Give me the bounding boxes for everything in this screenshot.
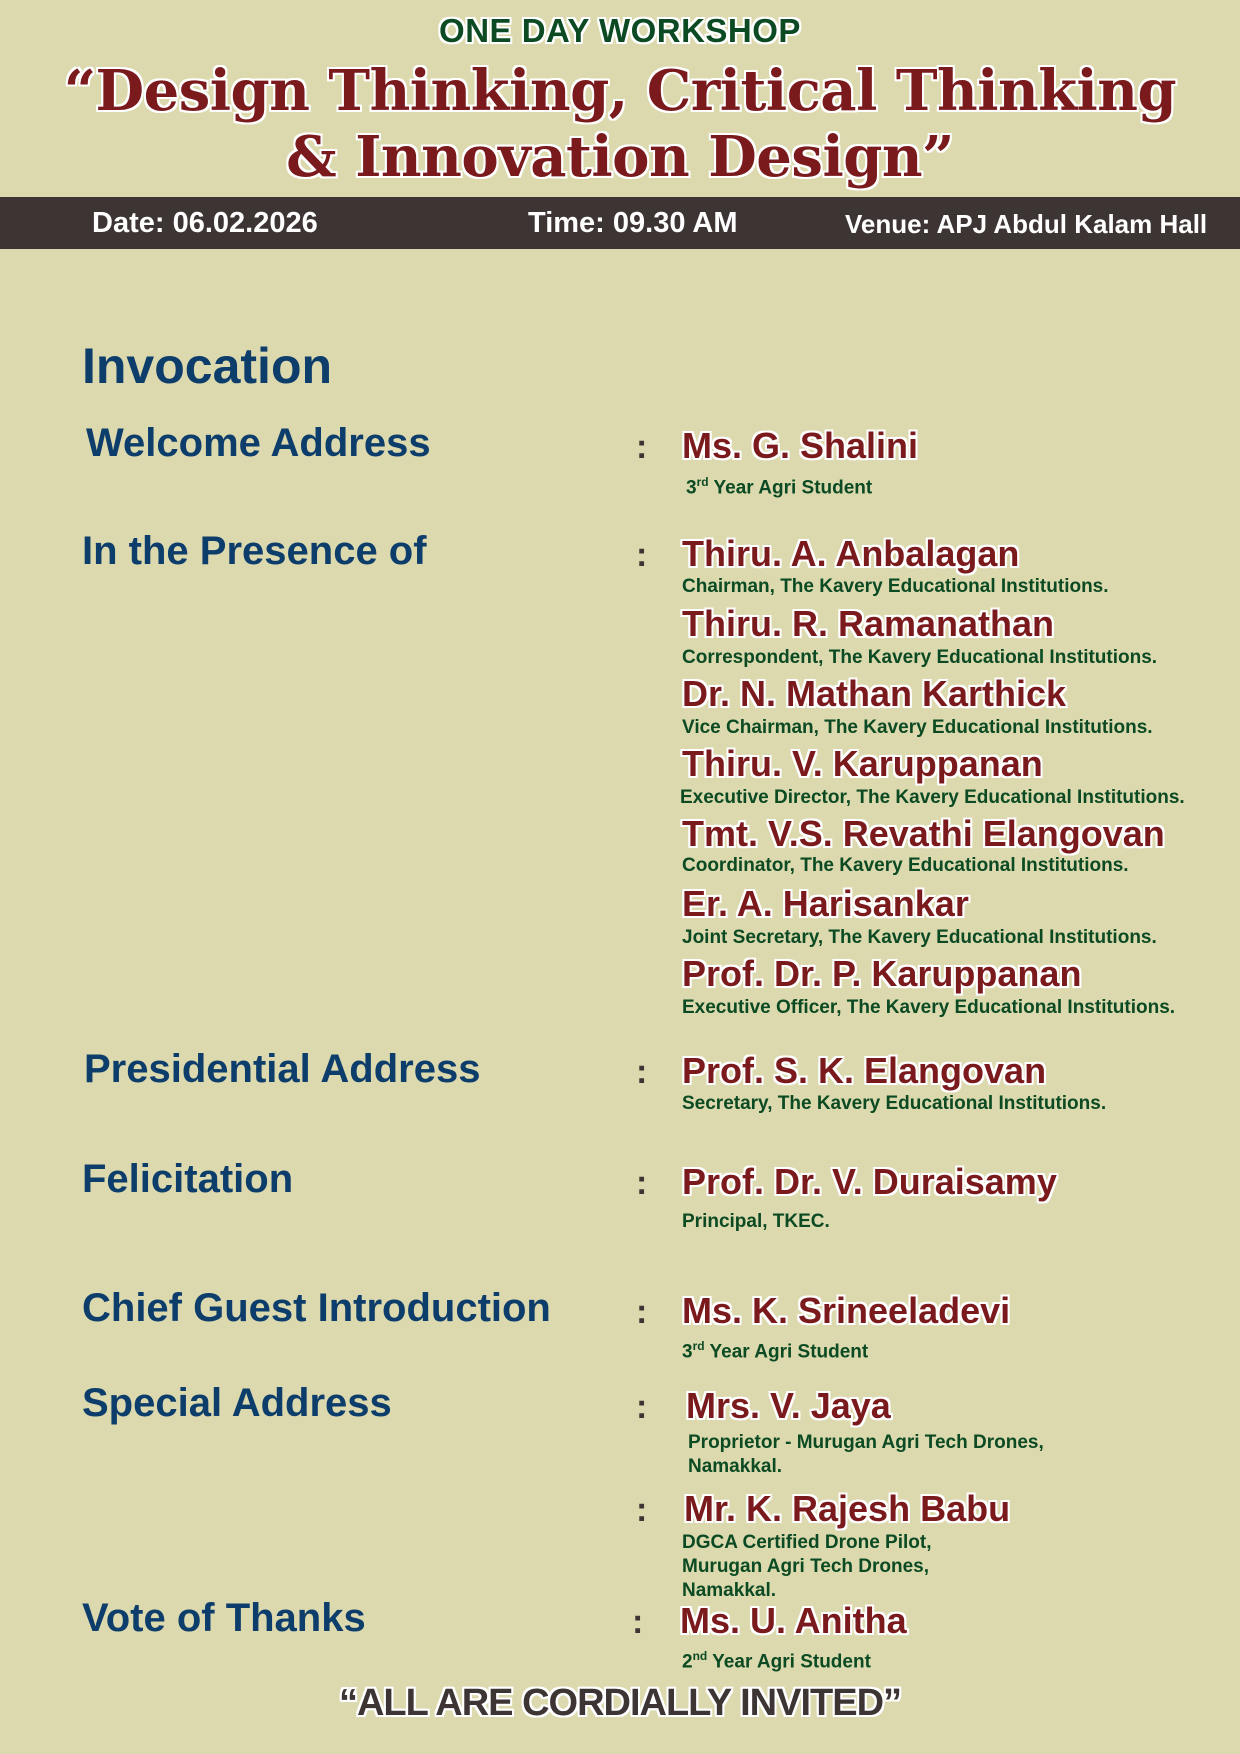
presence-person-desc: Executive Director, The Kavery Educational Institutions. bbox=[680, 787, 1185, 808]
presence-person-name: Er. A. Harisankar bbox=[682, 883, 969, 924]
felicitation-label: Felicitation bbox=[82, 1157, 294, 1201]
vote-of-thanks-label: Vote of Thanks bbox=[82, 1596, 366, 1640]
special-address-colon: : bbox=[636, 1388, 648, 1426]
vote-of-thanks-colon: : bbox=[632, 1603, 644, 1641]
special-speaker-2-desc-line: DGCA Certified Drone Pilot, bbox=[682, 1532, 932, 1553]
welcome-address-label: Welcome Address bbox=[86, 421, 431, 465]
chief-guest-intro-speaker-name: Ms. K. Srineeladevi bbox=[682, 1290, 1011, 1331]
event-date: Date: 06.02.2026 bbox=[92, 207, 318, 239]
special-speaker-1-name: Mrs. V. Jaya bbox=[686, 1385, 891, 1426]
presence-label: In the Presence of bbox=[82, 529, 427, 573]
workshop-kicker: ONE DAY WORKSHOP bbox=[439, 12, 801, 49]
presence-person-desc: Executive Officer, The Kavery Educational Institutions. bbox=[682, 997, 1176, 1018]
chief-guest-intro-label: Chief Guest Introduction bbox=[82, 1286, 551, 1330]
presence-person-name: Prof. Dr. P. Karuppanan bbox=[682, 953, 1082, 994]
event-venue: Venue: APJ Abdul Kalam Hall bbox=[845, 209, 1208, 239]
presence-person-desc: Vice Chairman, The Kavery Educational Institutions. bbox=[682, 717, 1153, 738]
welcome-speaker-name: Ms. G. Shalini bbox=[682, 425, 919, 466]
chief-guest-intro-speaker-desc: 3rd Year Agri Student bbox=[682, 1339, 869, 1363]
presence-person-name: Thiru. R. Ramanathan bbox=[682, 603, 1055, 644]
special-speaker-2-name: Mr. K. Rajesh Babu bbox=[684, 1488, 1011, 1529]
event-info-bar bbox=[0, 197, 1240, 249]
felicitation-colon: : bbox=[636, 1164, 648, 1202]
workshop-title-line-1: “Design Thinking, Critical Thinking bbox=[63, 58, 1177, 124]
presence-person-name: Tmt. V.S. Revathi Elangovan bbox=[682, 813, 1165, 854]
chief-guest-intro-colon: : bbox=[636, 1293, 648, 1331]
presidential-speaker-desc: Secretary, The Kavery Educational Institutions. bbox=[682, 1093, 1107, 1114]
welcome-speaker-desc: 3rd Year Agri Student bbox=[686, 475, 873, 499]
presence-person-desc: Coordinator, The Kavery Educational Institutions. bbox=[682, 855, 1129, 876]
special-speaker-1-desc-line: Proprietor - Murugan Agri Tech Drones, bbox=[688, 1432, 1044, 1453]
special-address-label: Special Address bbox=[82, 1381, 392, 1425]
welcome-colon: : bbox=[636, 428, 648, 466]
presence-person-name: Thiru. V. Karuppanan bbox=[682, 743, 1043, 784]
special-address-colon-2: : bbox=[636, 1491, 648, 1529]
workshop-title-line-2: & Innovation Design” bbox=[286, 124, 954, 190]
invocation-label: Invocation bbox=[82, 338, 333, 394]
presidential-colon: : bbox=[636, 1053, 648, 1091]
event-time: Time: 09.30 AM bbox=[528, 207, 738, 239]
presence-person-desc: Chairman, The Kavery Educational Institutions. bbox=[682, 576, 1109, 597]
presidential-address-label: Presidential Address bbox=[84, 1047, 481, 1091]
cordial-invitation-footer: “ALL ARE CORDIALLY INVITED” bbox=[338, 1682, 902, 1724]
felicitation-speaker-name: Prof. Dr. V. Duraisamy bbox=[682, 1161, 1057, 1202]
presence-person-name: Thiru. A. Anbalagan bbox=[682, 533, 1020, 574]
special-speaker-2-desc-line: Murugan Agri Tech Drones, bbox=[682, 1556, 930, 1577]
vote-of-thanks-speaker-name: Ms. U. Anitha bbox=[680, 1600, 907, 1641]
presence-person-desc: Joint Secretary, The Kavery Educational Institutions. bbox=[682, 927, 1157, 948]
special-speaker-2-desc-line: Namakkal. bbox=[682, 1580, 777, 1601]
felicitation-speaker-desc: Principal, TKEC. bbox=[682, 1211, 830, 1232]
presence-colon: : bbox=[636, 536, 648, 574]
presidential-speaker-name: Prof. S. K. Elangovan bbox=[682, 1050, 1047, 1091]
vote-of-thanks-speaker-desc: 2nd Year Agri Student bbox=[682, 1649, 871, 1673]
presence-person-name: Dr. N. Mathan Karthick bbox=[682, 673, 1067, 714]
presence-person-desc: Correspondent, The Kavery Educational Institutions. bbox=[682, 647, 1158, 668]
special-speaker-1-desc-line: Namakkal. bbox=[688, 1456, 783, 1477]
